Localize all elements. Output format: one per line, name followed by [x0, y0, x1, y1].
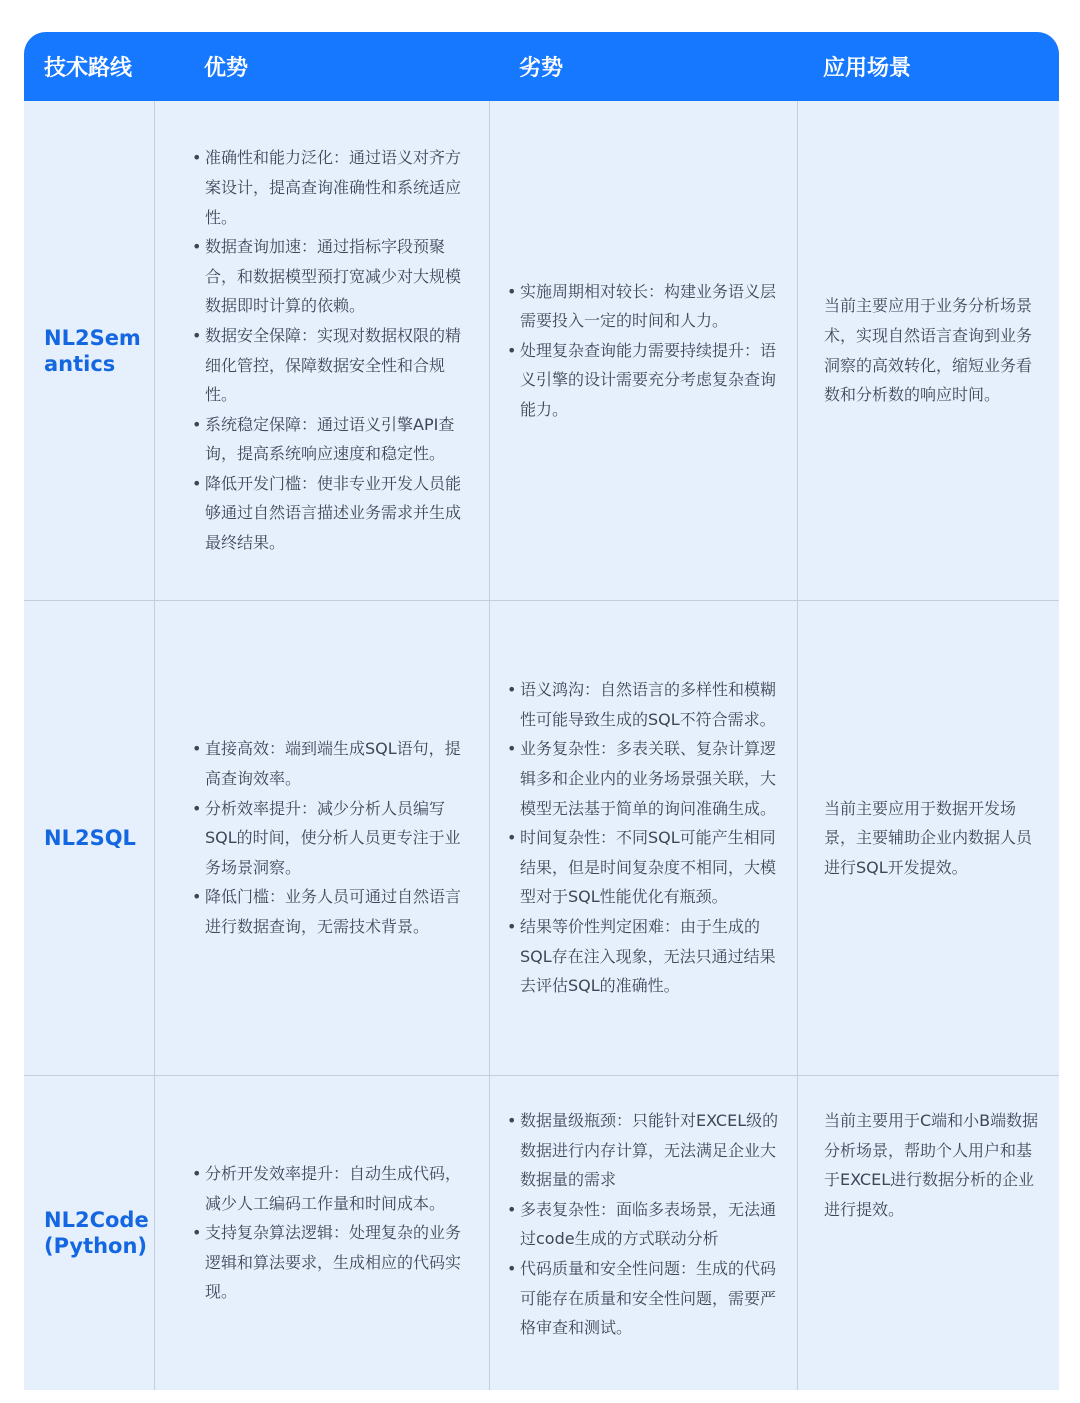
- list-item: • 业务复杂性：多表关联、复杂计算逻辑多和企业内的业务场景强关联，大模型无法基于简单的询问准确生成。: [520, 734, 783, 823]
- advantages-cell: [154, 601, 489, 1075]
- disadvantages-cell: [489, 1076, 797, 1390]
- list-item: • 语义鸿沟：自然语言的多样性和模糊性可能导致生成的SQL不符合需求。: [520, 675, 783, 734]
- list-item: • 分析效率提升：减少分析人员编写SQL的时间，使分析人员更专注于业务场景洞察。: [205, 794, 473, 883]
- route-name: NL2Code (Python): [44, 1208, 149, 1258]
- header-route: 技术路线: [44, 56, 133, 81]
- header-scenario: 应用场景: [823, 56, 912, 81]
- advantages-cell: [154, 1076, 489, 1390]
- list-item: • 支持复杂算法逻辑：处理复杂的业务逻辑和算法要求，生成相应的代码实现。: [205, 1218, 473, 1307]
- disadvantages-cell: [489, 101, 797, 600]
- scenario-cell: [797, 601, 1059, 1075]
- table-row: [24, 600, 1059, 1075]
- route-name: NL2SQL: [44, 826, 136, 850]
- comparison-table: [24, 32, 1059, 1390]
- table-header: [24, 32, 1059, 101]
- list-item: • 数据查询加速：通过指标字段预聚合，和数据模型预打宽减少对大规模数据即时计算的依赖。: [205, 232, 473, 321]
- scenario-cell: [797, 1076, 1059, 1390]
- advantages-cell: [154, 101, 489, 600]
- list-item: • 直接高效：端到端生成SQL语句，提高查询效率。: [205, 734, 473, 793]
- table-row: [24, 1075, 1059, 1390]
- list-item: • 多表复杂性：面临多表场景，无法通过code生成的方式联动分析: [520, 1195, 783, 1254]
- disadvantages-cell: [489, 601, 797, 1075]
- list-item: • 时间复杂性：不同SQL可能产生相同结果，但是时间复杂度不相同，大模型对于SQL性能优化有瓶颈。: [520, 823, 783, 912]
- list-item: • 分析开发效率提升：自动生成代码，减少人工编码工作量和时间成本。: [205, 1159, 473, 1218]
- list-item: • 代码质量和安全性问题：生成的代码可能存在质量和安全性问题，需要严格审查和测试。: [520, 1254, 783, 1343]
- table-row: [24, 101, 1059, 600]
- list-item: • 准确性和能力泛化：通过语义对齐方案设计，提高查询准确性和系统适应性。: [205, 143, 473, 232]
- list-item: • 数据安全保障：实现对数据权限的精细化管控，保障数据安全性和合规性。: [205, 321, 473, 410]
- list-item: • 结果等价性判定困难：由于生成的SQL存在注入现象，无法只通过结果去评估SQL的准确性。: [520, 912, 783, 1001]
- list-item: • 数据量级瓶颈：只能针对EXCEL级的数据进行内存计算，无法满足企业大数据量的需求: [520, 1106, 783, 1195]
- list-item: • 处理复杂查询能力需要持续提升：语义引擎的设计需要充分考虑复杂查询能力。: [520, 336, 783, 425]
- scenario-text: 当前主要应用于数据开发场景，主要辅助企业内数据人员进行SQL开发提效。: [824, 798, 1033, 877]
- route-name: NL2Sem antics: [44, 325, 141, 376]
- header-disadvantages: 劣势: [519, 56, 564, 81]
- scenario-text: 当前主要用于C端和小B端数据分析场景，帮助个人用户和基于EXCEL进行数据分析的企业进行提效。: [824, 1111, 1039, 1219]
- header-advantages: 优势: [204, 56, 249, 81]
- list-item: • 降低开发门槛：使非专业开发人员能够通过自然语言描述业务需求并生成最终结果。: [205, 469, 473, 558]
- list-item: • 降低门槛：业务人员可通过自然语言进行数据查询，无需技术背景。: [205, 882, 473, 941]
- scenario-text: 当前主要应用于业务分析场景术，实现自然语言查询到业务洞察的高效转化，缩短业务看数和分析数的响应时间。: [824, 296, 1033, 405]
- scenario-cell: [797, 101, 1059, 600]
- list-item: • 系统稳定保障：通过语义引擎API查询，提高系统响应速度和稳定性。: [205, 410, 473, 469]
- list-item: • 实施周期相对较长：构建业务语义层需要投入一定的时间和人力。: [520, 277, 783, 336]
